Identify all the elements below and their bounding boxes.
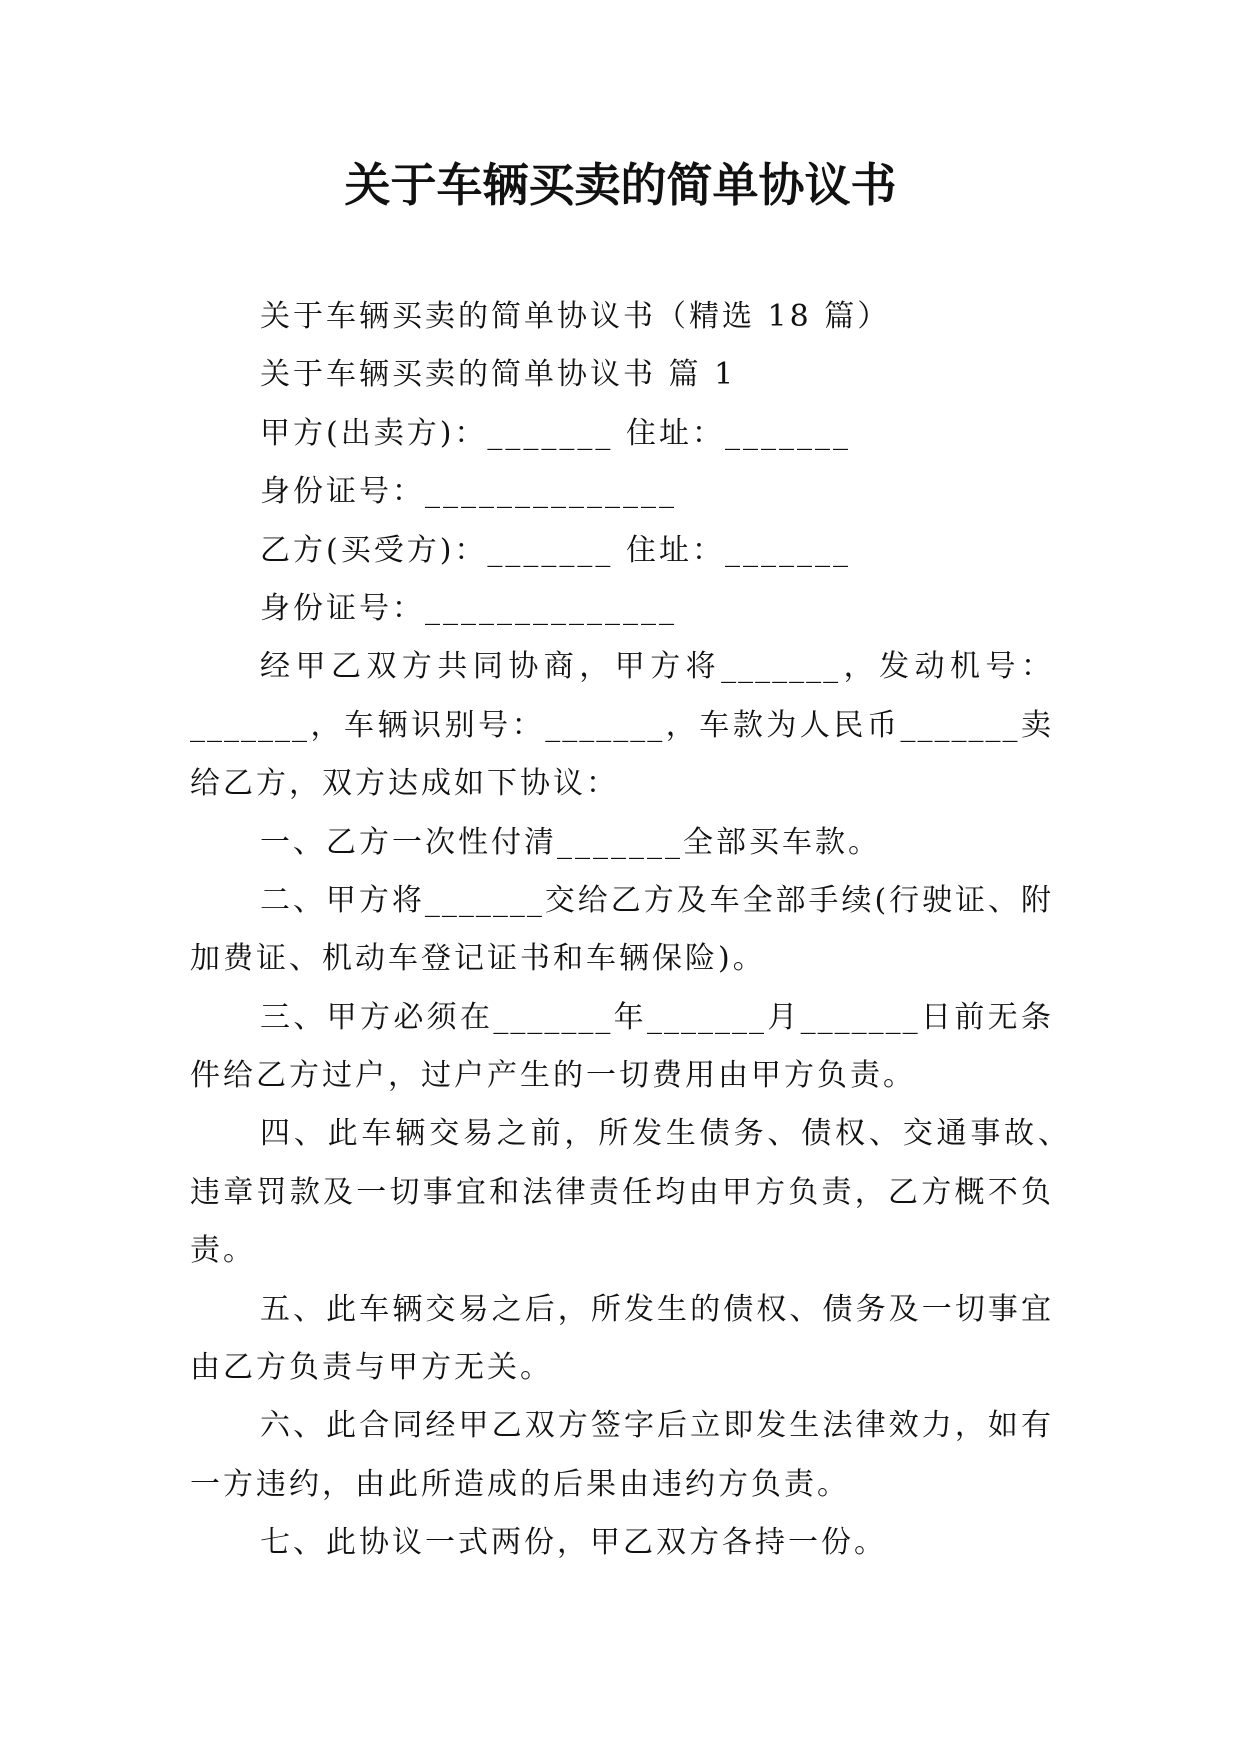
paragraph-line: 件给乙方过户，过户产生的一切费用由甲方负责。 [190,1058,916,1094]
clause-3 [190,989,1053,1106]
party-a-line [190,405,1053,463]
party-a-id-line [190,463,1053,521]
paragraph-line: 一方违约，由此所造成的后果由违约方负责。 [190,1466,850,1502]
paragraph-line: 经甲乙双方共同协商，甲方将_______，发动机号： [260,649,1053,685]
paragraph-line: 六、此合同经甲乙双方签字后立即发生法律效力，如有 [260,1408,1053,1444]
paragraph-line: 五、此车辆交易之后，所发生的债权、债务及一切事宜 [260,1291,1053,1327]
agreement-intro-paragraph [190,638,1053,813]
clause-1 [190,814,1053,872]
party-b-line [190,522,1053,580]
paragraph-line: 四、此车辆交易之前，所发生债务、债权、交通事故、 [260,1116,1070,1152]
paragraph-line: 二、甲方将_______交给乙方及车全部手续(行驶证、附 [260,882,1053,918]
collection-subtitle [190,288,1053,346]
paragraph-line: 违章罚款及一切事宜和法律责任均由甲方负责，乙方概不负 [190,1174,1053,1210]
paragraph-line: 加费证、机动车登记证书和车辆保险)。 [190,941,766,977]
section-heading [190,346,1053,404]
clause-5 [190,1281,1053,1398]
paragraph-line: 甲方(出卖方)：_______ 住址：_______ [260,415,851,451]
document-body [190,288,1070,1573]
document-title: 关于车辆买卖的简单协议书 [344,158,897,212]
paragraph-line: 关于车辆买卖的简单协议书 篇 1 [260,357,737,393]
paragraph-line: 身份证号：______________ [260,474,677,510]
clause-4 [190,1105,1070,1280]
paragraph-line: 身份证号：______________ [260,590,677,626]
party-b-id-line [190,580,1053,638]
clause-6 [190,1397,1053,1514]
paragraph-line: 给乙方，双方达成如下协议： [190,766,619,802]
paragraph-line: 一、乙方一次性付清_______全部买车款。 [260,824,881,860]
paragraph-line: 关于车辆买卖的简单协议书（精选 18 篇） [260,299,891,334]
paragraph-line: 七、此协议一式两份，甲乙双方各持一份。 [260,1525,887,1561]
paragraph-line: _______，车辆识别号：_______，车款为人民币_______卖 [190,707,1053,743]
paragraph-line: 责。 [190,1233,256,1269]
paragraph-line: 三、甲方必须在_______年_______月_______日前无条 [260,999,1053,1035]
clause-7 [190,1514,1053,1572]
clause-2 [190,872,1053,989]
paragraph-line: 乙方(买受方)：_______ 住址：_______ [260,532,851,568]
paragraph-line: 由乙方负责与甲方无关。 [190,1350,553,1386]
